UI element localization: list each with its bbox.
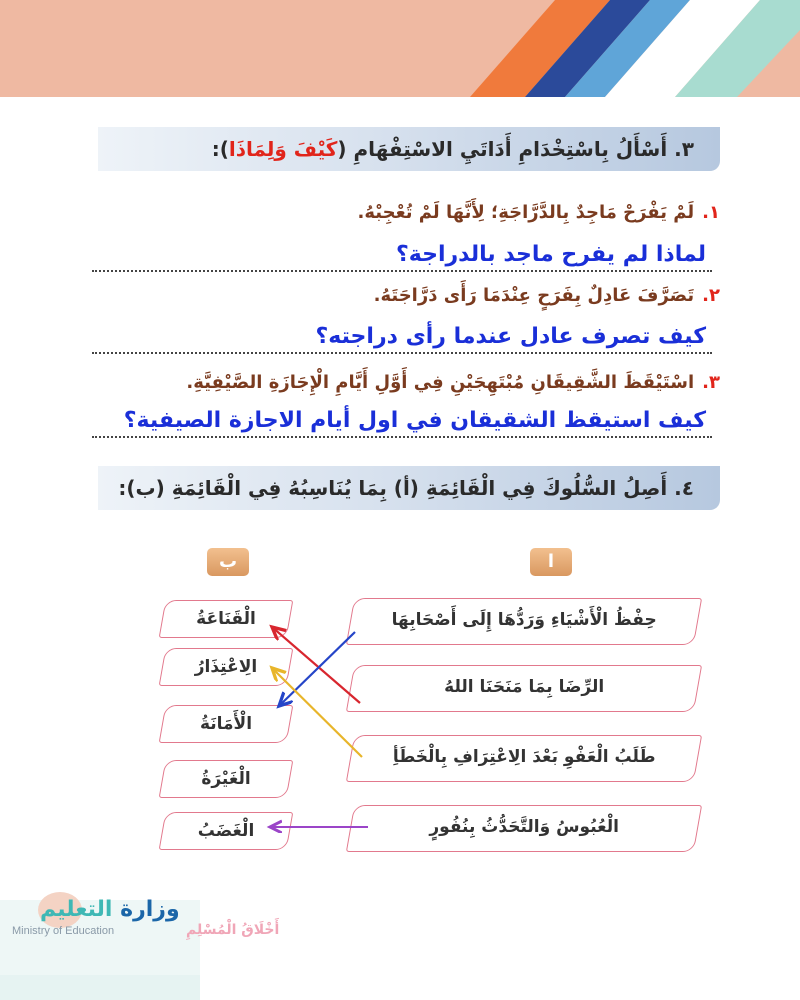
list-a-text: حِفْظُ الْأَشْيَاءِ وَرَدُّهَا إِلَى أَصْحَابِهَا	[391, 610, 657, 630]
answer-line-1[interactable]	[92, 240, 712, 272]
list-a-label: ا	[530, 548, 572, 576]
list-b-item-2[interactable]	[159, 648, 294, 686]
q3-title-end: ):	[211, 137, 229, 161]
wa-word: وَ	[274, 137, 294, 161]
ministry-logo-en: Ministry of Education	[12, 925, 115, 937]
list-a-text: الْعُبُوسُ وَالتَّحَدُّثُ بِنُفُورٍ	[429, 817, 619, 837]
list-b-text: الْأَمَانَةُ	[199, 714, 253, 734]
list-b-item-1[interactable]	[159, 600, 294, 638]
list-b-label: ب	[207, 548, 249, 576]
limadha-word: لِمَاذَا	[228, 137, 275, 161]
q3-item-number: ١.	[702, 202, 720, 223]
kayfa-word: كَيْفَ	[293, 137, 338, 161]
q3-item-3	[100, 372, 720, 393]
question-4-header	[98, 466, 720, 510]
answer-text: كيف استيقظ الشقيقان في اول أيام الاجازة الصيفية؟	[123, 408, 706, 433]
q3-item-number: ٢.	[702, 285, 720, 306]
list-a-text: الرِّضَا بِمَا مَنَحَنَا اللهُ	[444, 677, 605, 697]
answer-line-3[interactable]	[92, 406, 712, 438]
q3-item-1	[100, 202, 720, 223]
list-b-item-3[interactable]	[159, 705, 294, 743]
list-a-item-1[interactable]	[346, 598, 702, 645]
list-b-item-4[interactable]	[159, 760, 294, 798]
q3-number: ٣.	[674, 137, 694, 161]
list-b-text: الِاعْتِذَارُ	[194, 657, 258, 677]
q3-title: أَسْأَلُ بِاسْتِخْدَامِ أَدَاتَيِ الاسْتِفْهَامِ (	[337, 137, 668, 161]
q3-item-text: اسْتَيْقَظَ الشَّقِيقَانِ مُبْتَهِجَيْنِ فِي أَوَّلِ أَيَّامِ الْإِجَازَةِ الصَّيْفِيَّةِ.	[186, 372, 695, 393]
list-b-text: الْغَيْرَةُ	[201, 769, 251, 789]
answer-line-2[interactable]	[92, 322, 712, 354]
list-a-item-4[interactable]	[346, 805, 702, 852]
list-b-text: الْغَضَبُ	[197, 821, 255, 841]
q3-item-text: لَمْ يَفْرَحْ مَاجِدٌ بِالدَّرَّاجَةِ؛ لِأَنَّهَا لَمْ تُعْجِبْهُ.	[357, 202, 695, 223]
answer-text: لماذا لم يفرح ماجد بالدراجة؟	[396, 242, 706, 267]
answer-text: كيف تصرف عادل عندما رأى دراجته؟	[315, 324, 706, 349]
q3-item-number: ٣.	[702, 372, 720, 393]
ministry-word: وزارة	[120, 897, 180, 922]
list-b-item-5[interactable]	[159, 812, 294, 850]
list-a-item-2[interactable]	[346, 665, 702, 712]
ministry-logo-ar	[40, 897, 180, 922]
book-title: أَخْلَاقُ الْمُسْلِمِ	[186, 922, 280, 938]
education-word: التعليم	[40, 897, 113, 922]
list-a-text: طَلَبُ الْعَفْوِ بَعْدَ الِاعْتِرَافِ بِالْخَطَأِ	[392, 747, 656, 767]
q3-item-2	[100, 285, 720, 306]
list-b-text: الْقَنَاعَةُ	[196, 609, 256, 629]
list-a-item-3[interactable]	[346, 735, 702, 782]
q4-title: ٤. أَصِلُ السُّلُوكَ فِي الْقَائِمَةِ (أ) بِمَا يُنَاسِبُهُ فِي الْقَائِمَةِ (ب):	[118, 476, 694, 500]
q3-item-text: تَصَرَّفَ عَادِلٌ بِفَرَحٍ عِنْدَمَا رَأَى دَرَّاجَتَهُ.	[373, 285, 695, 306]
question-3-header	[98, 127, 720, 171]
decorative-stripes	[0, 0, 800, 110]
arrow-honesty	[279, 632, 355, 706]
